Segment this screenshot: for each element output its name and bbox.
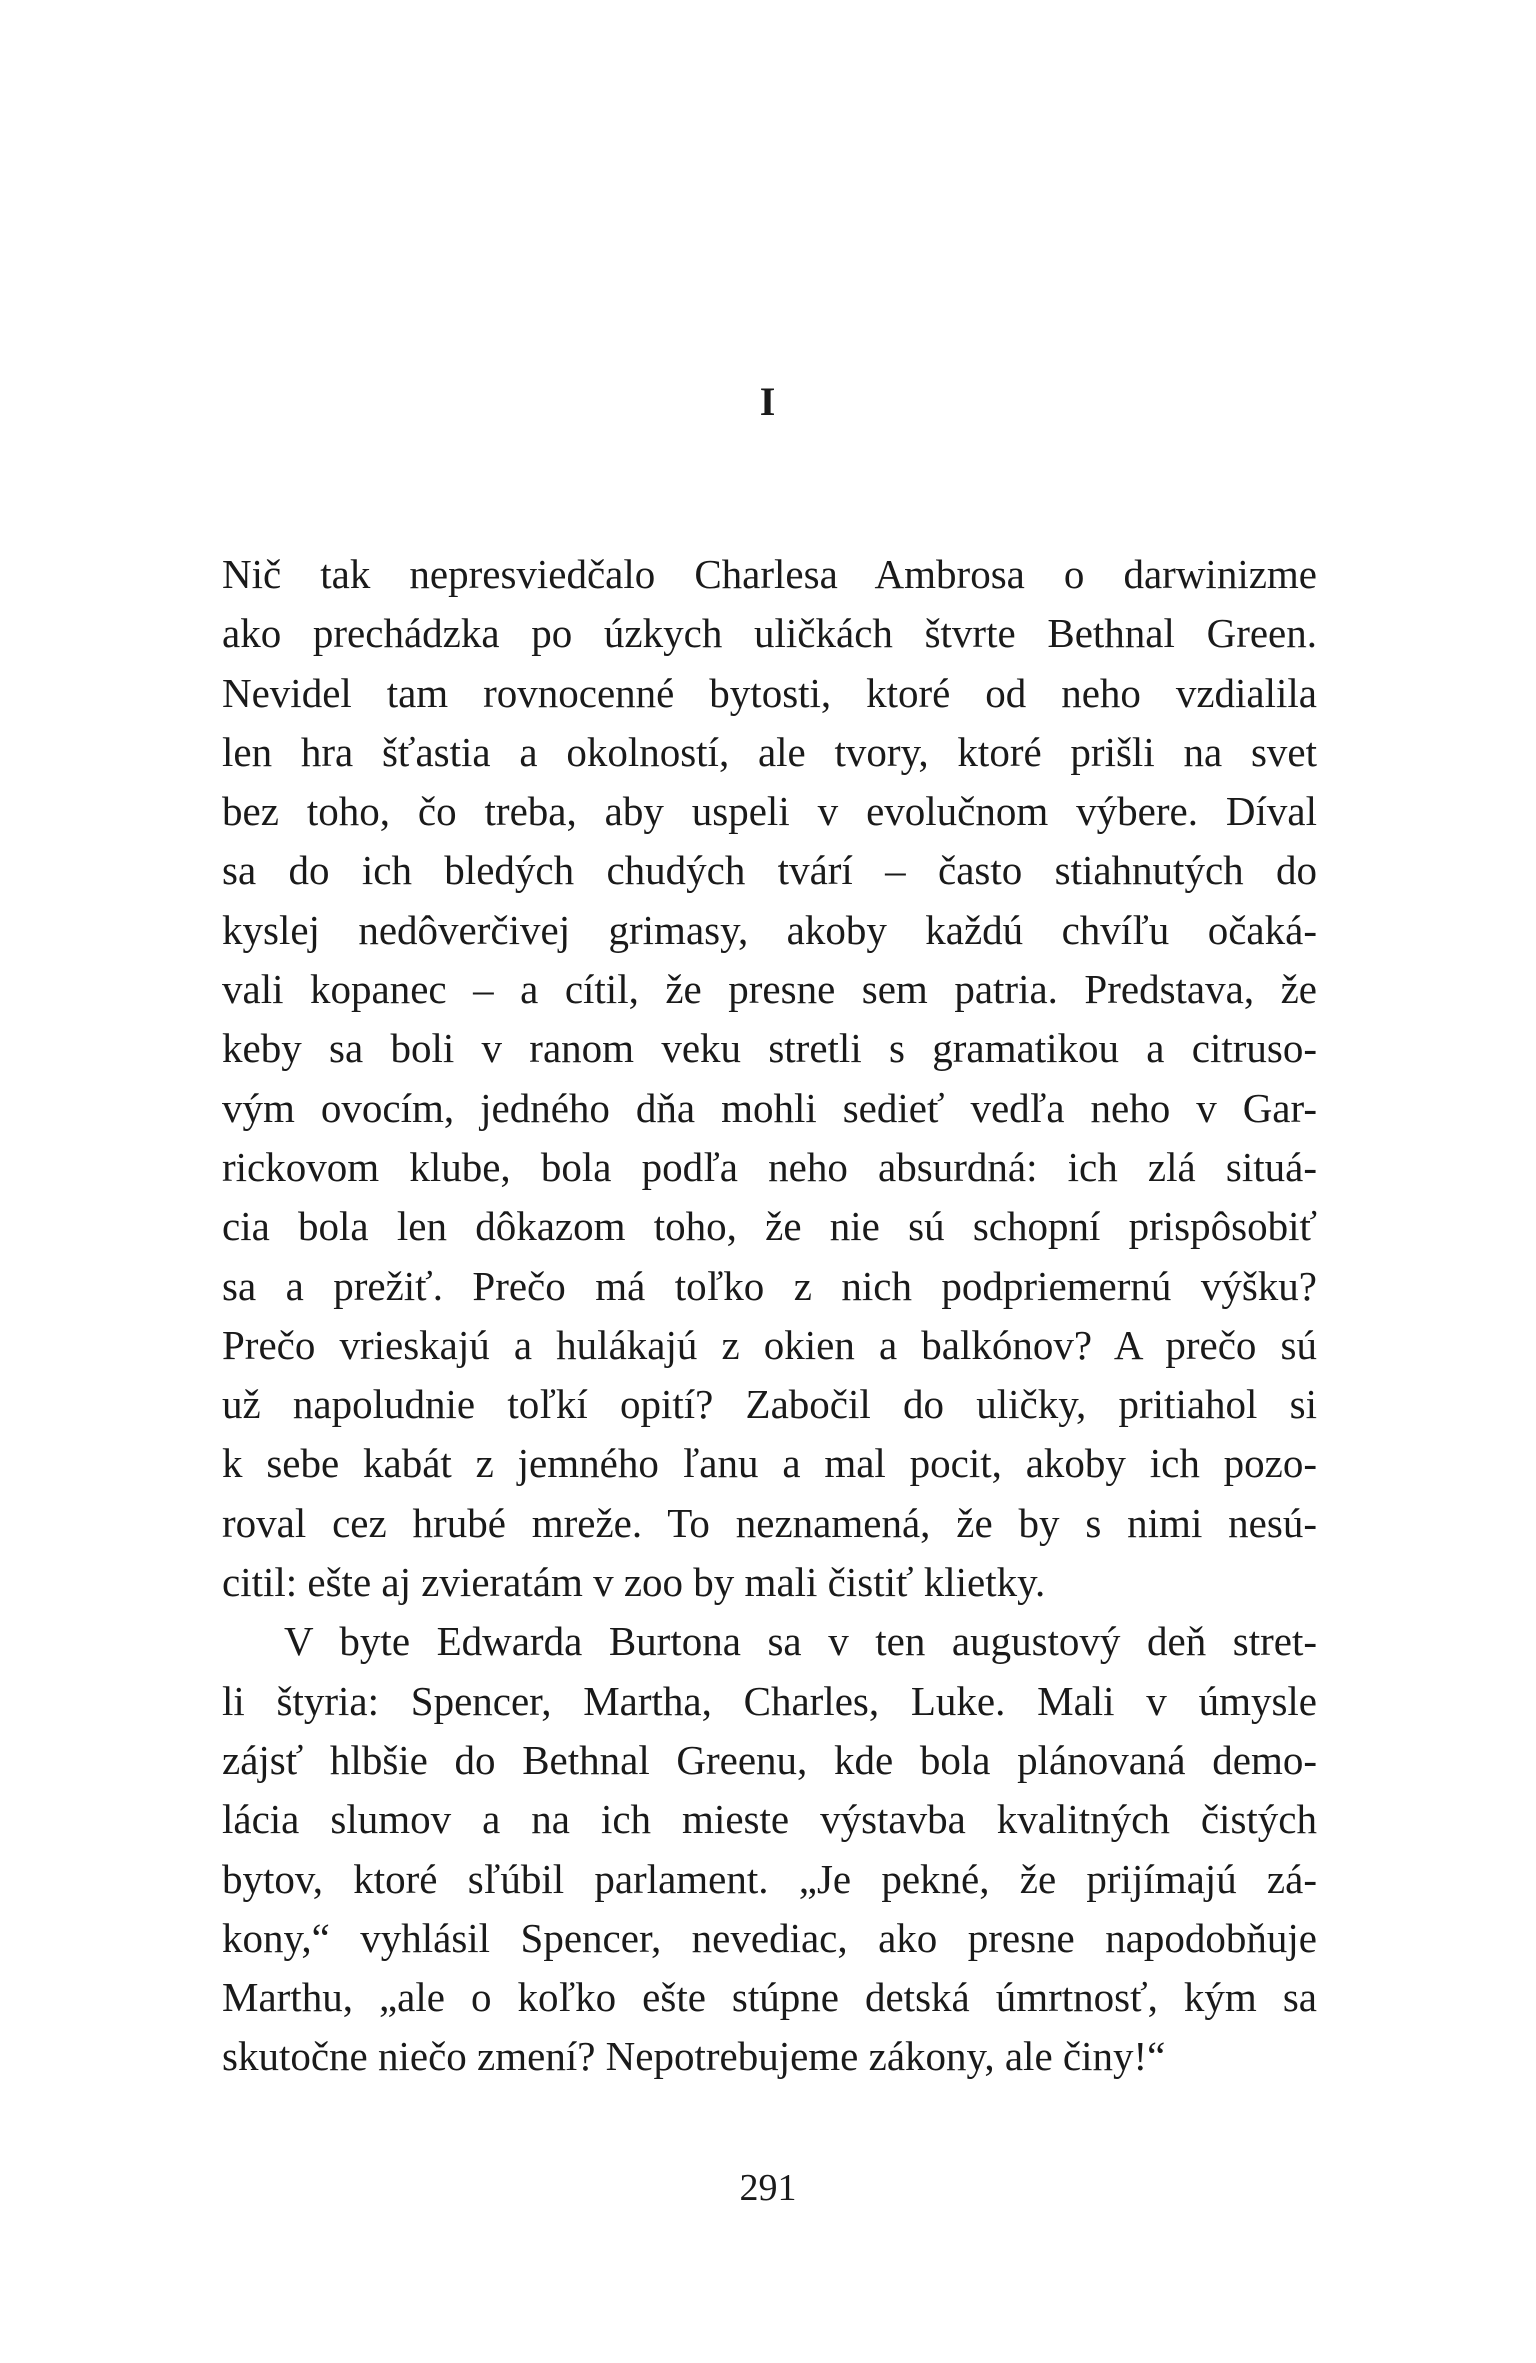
text-line: citil: ešte aj zvieratám v zoo by mali čistiť klietky. [222,1559,1046,1606]
chapter-heading: I [759,379,777,424]
text-line: skutočne niečo zmení? Nepotrebujeme zákony, ale činy!“ [222,2033,1166,2080]
text-line: li štyria: Spencer, Martha, Charles, Luke. Mali v úmysle [222,1677,1317,1724]
text-line: bytov, ktoré sľúbil parlament. „Je pekné, že prijímajú zá- [222,1855,1317,1902]
text-line: zájsť hlbšie do Bethnal Greenu, kde bola plánovaná demo- [222,1736,1317,1783]
text-line: Nevidel tam rovnocenné bytosti, ktoré od neho vzdialila [222,669,1317,716]
text-line: vali kopanec – a cítil, že presne sem patria. Predstava, že [222,966,1317,1013]
text-line: sa do ich bledých chudých tvárí – často stiahnutých do [222,847,1317,894]
text-line: V byte Edwarda Burtona sa v ten augustový deň stret- [284,1618,1317,1665]
text-line: ako prechádzka po úzkych uličkách štvrte Bethnal Green. [222,610,1317,657]
text-line: Marthu, „ale o koľko ešte stúpne detská úmrtnosť, kým sa [222,1974,1317,2021]
text-line: rickovom klube, bola podľa neho absurdná: ich zlá situá- [222,1143,1317,1190]
text-line: roval cez hrubé mreže. To neznamená, že by s nimi nesú- [222,1499,1317,1546]
page-number: 291 [739,2167,797,2209]
text-line: cia bola len dôkazom toho, že nie sú schopní prispôsobiť [222,1203,1317,1250]
text-line: bez toho, čo treba, aby uspeli v evolučnom výbere. Díval [222,788,1317,835]
body-text [222,545,1317,2087]
text-line: keby sa boli v ranom veku stretli s gramatikou a citruso- [222,1025,1317,1072]
text-line: Prečo vrieskajú a hulákajú z okien a balkónov? A prečo sú [222,1321,1317,1368]
text-line: kyslej nedôverčivej grimasy, akoby každú chvíľu očaká- [222,906,1317,953]
text-line: lácia slumov a na ich mieste výstavba kvalitných čistých [222,1796,1317,1843]
text-line: len hra šťastia a okolností, ale tvory, ktoré prišli na svet [222,728,1317,775]
text-line: Nič tak nepresviedčalo Charlesa Ambrosa o darwinizme [222,551,1317,597]
text-line: k sebe kabát z jemného ľanu a mal pocit, akoby ich pozo- [222,1440,1317,1487]
text-line: vým ovocím, jedného dňa mohli sedieť vedľa neho v Gar- [222,1084,1317,1131]
text-line: sa a prežiť. Prečo má toľko z nich podpriemernú výšku? [222,1262,1317,1309]
text-line: už napoludnie toľkí opití? Zabočil do uličky, pritiahol si [222,1381,1317,1428]
text-line: kony,“ vyhlásil Spencer, nevediac, ako presne napodobňuje [222,1914,1317,1961]
